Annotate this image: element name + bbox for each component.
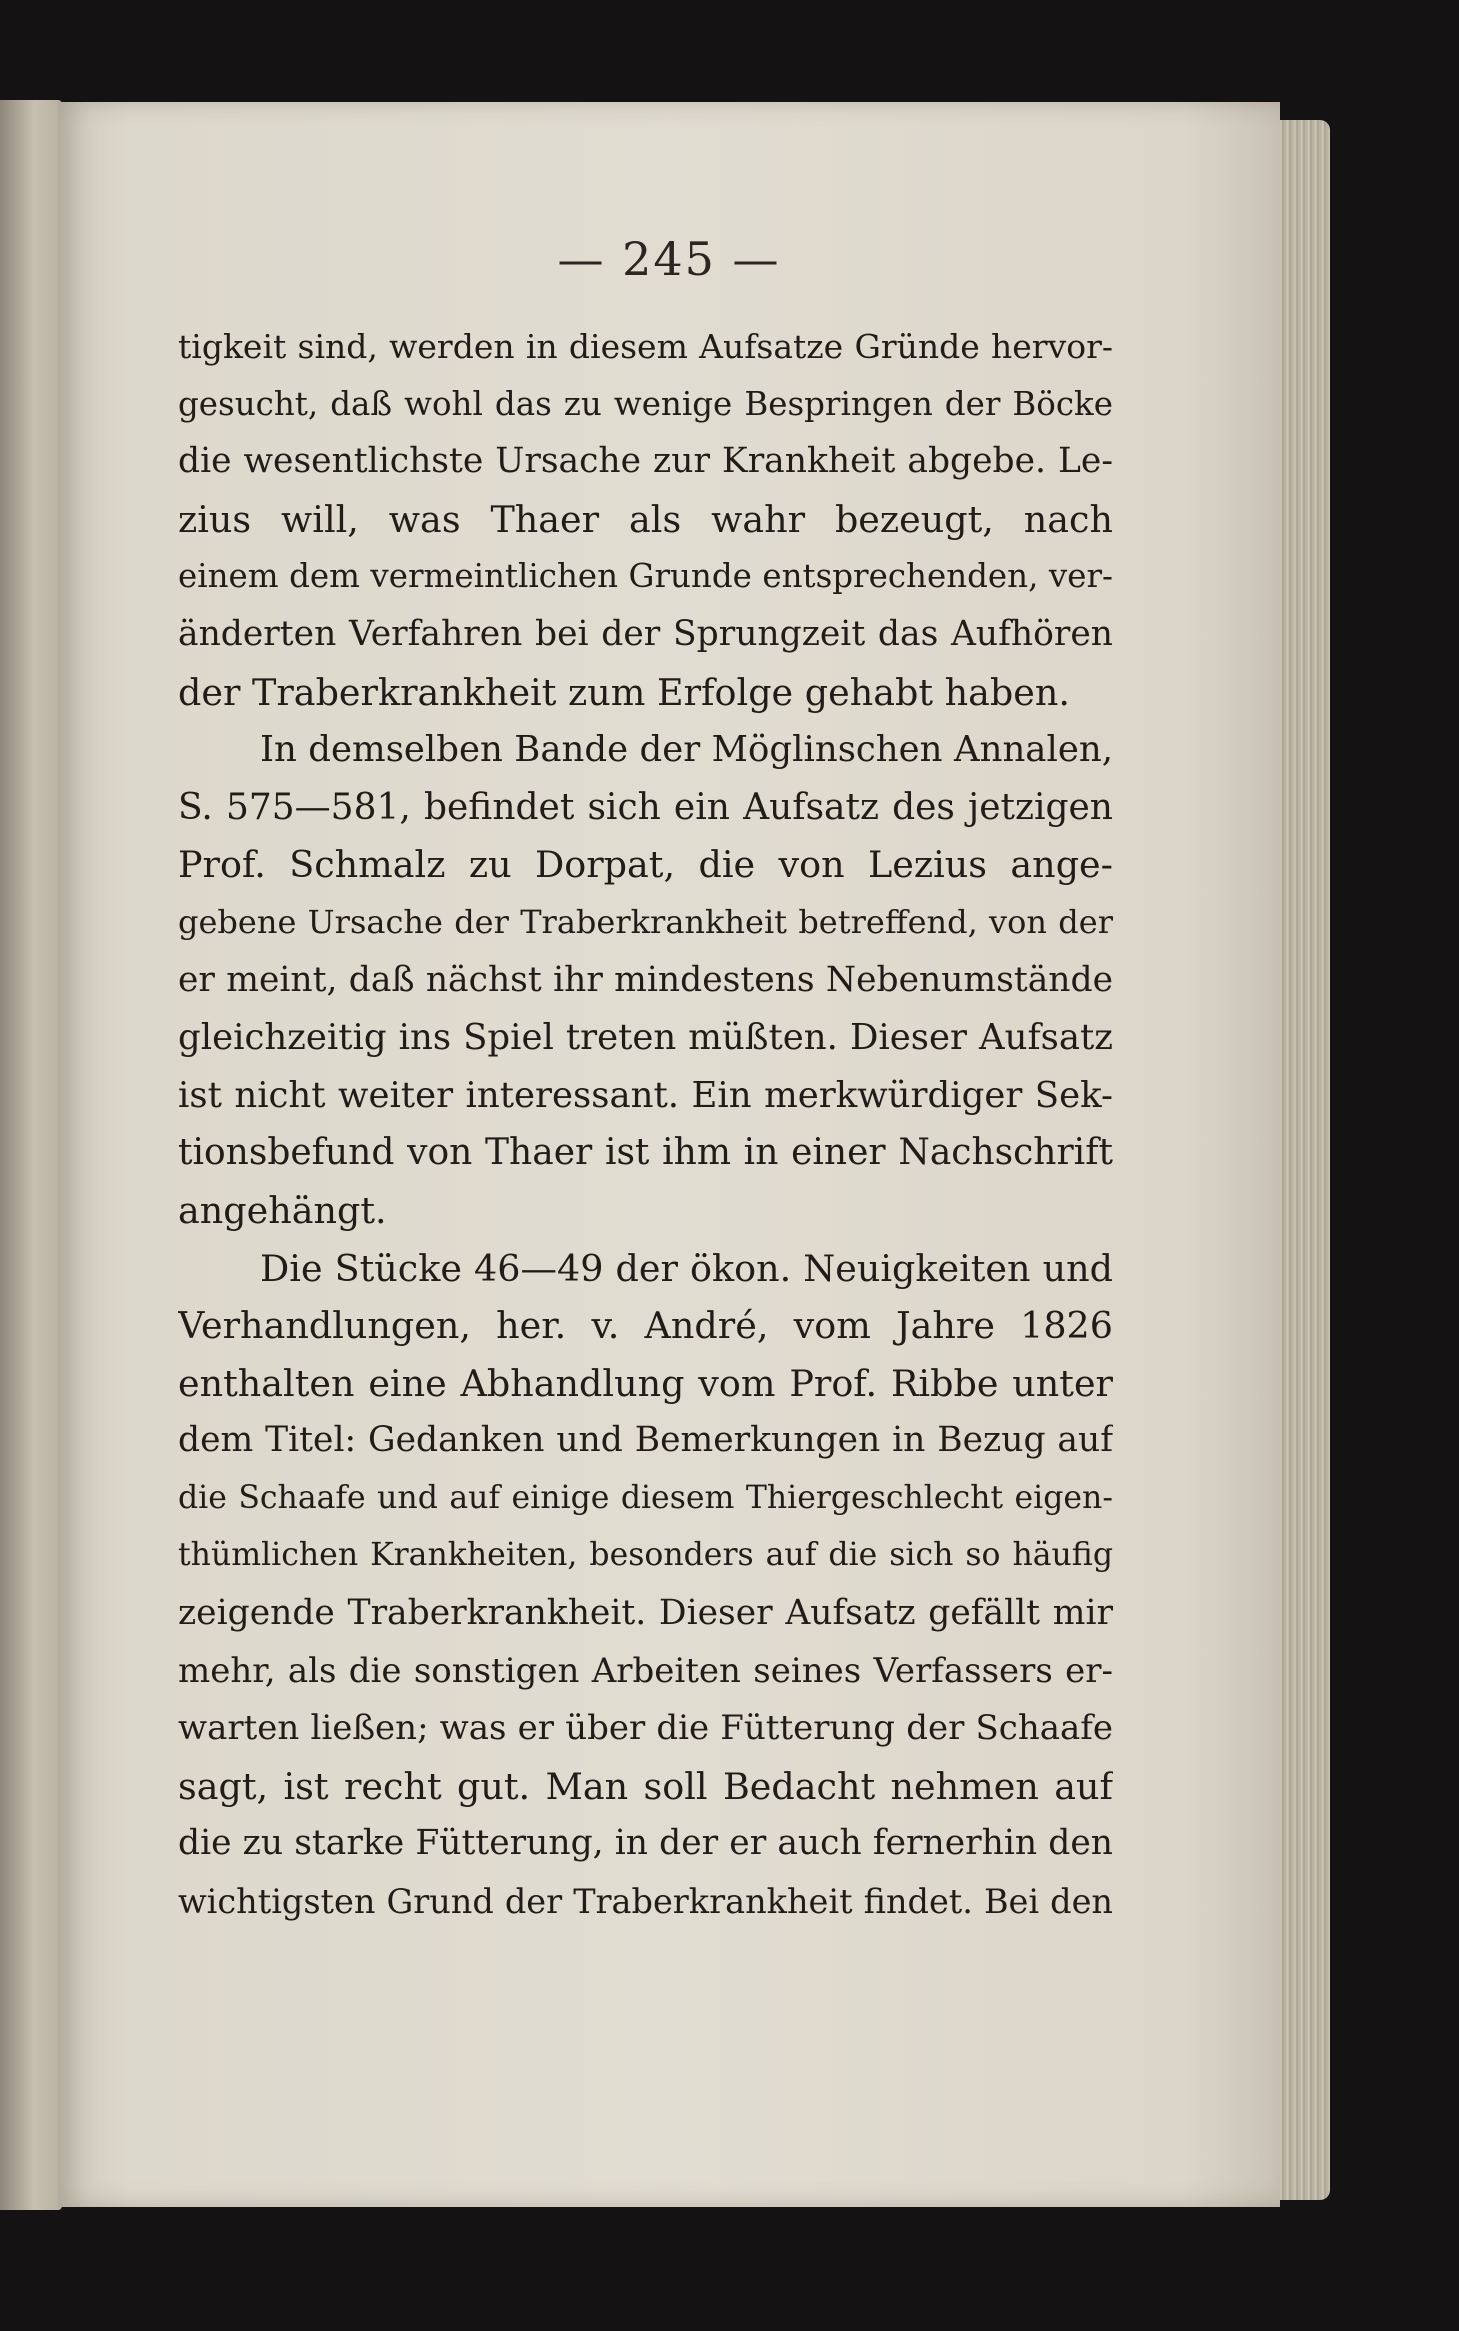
text-line: zeigende Traberkrankheit. Dieser Aufsatz gefällt mir	[178, 1593, 1113, 1634]
text-line: gesucht, daß wohl das zu wenige Bespringen der Böcke	[178, 384, 1113, 423]
text-line: S. 575—581, befindet sich ein Aufsatz des jetzigen	[178, 786, 1113, 828]
text-line: die wesentlichste Ursache zur Krankheit abgebe. Le-	[178, 441, 1113, 482]
text-line: wichtigsten Grund der Traberkrankheit findet. Bei den	[178, 1882, 1113, 1922]
text-line: dem Titel: Gedanken und Bemerkungen in Bezug auf	[178, 1420, 1113, 1461]
text-line: änderten Verfahren bei der Sprungzeit das Aufhören	[178, 613, 1113, 654]
text-line: In demselben Bande der Möglinschen Annalen,	[260, 729, 1113, 771]
text-line: angehängt.	[178, 1188, 387, 1232]
text-line: mehr, als die sonstigen Arbeiten seines Verfassers er-	[178, 1650, 1113, 1691]
text-line: er meint, daß nächst ihr mindestens Nebenumstände	[178, 959, 1113, 1000]
text-line: gebene Ursache der Traberkrankheit betreffend, von der	[178, 902, 1113, 941]
text-line: gleichzeitig ins Spiel treten müßten. Dieser Aufsatz	[178, 1017, 1113, 1059]
text-line: der Traberkrankheit zum Erfolge gehabt haben.	[178, 670, 1070, 714]
text-line: tigkeit sind, werden in diesem Aufsatze Gründe hervor-	[178, 327, 1113, 366]
text-line: sagt, ist recht gut. Man soll Bedacht nehmen auf	[178, 1764, 1113, 1808]
facing-page-edge	[0, 100, 62, 2210]
text-line: tionsbefund von Thaer ist ihm in einer Nachschrift	[178, 1132, 1113, 1174]
text-line: Verhandlungen, her. v. André, vom Jahre 1826	[178, 1304, 1113, 1348]
text-line: zius will, was Thaer als wahr bezeugt, nach	[178, 497, 1113, 541]
text-line: einem dem vermeintlichen Grunde entsprechenden, ver-	[178, 557, 1113, 596]
text-line: die zu starke Fütterung, in der er auch fernerhin den	[178, 1823, 1113, 1864]
page-number: — 245 —	[557, 232, 781, 286]
page-block-edges	[1278, 120, 1330, 2200]
text-line: warten ließen; was er über die Fütterung der Schaafe	[178, 1708, 1113, 1749]
text-line: enthalten eine Abhandlung vom Prof. Ribbe unter	[178, 1361, 1113, 1405]
text-line: ist nicht weiter interessant. Ein merkwürdiger Sek-	[178, 1074, 1113, 1116]
text-line: Die Stücke 46—49 der ökon. Neuigkeiten und	[260, 1246, 1113, 1290]
text-line: die Schaafe und auf einige diesem Thiergeschlecht eigen-	[178, 1479, 1113, 1516]
text-line: thümlichen Krankheiten, besonders auf die sich so häufig	[178, 1537, 1113, 1574]
text-line: Prof. Schmalz zu Dorpat, die von Lezius ange-	[178, 843, 1113, 887]
body-text	[178, 318, 1113, 1931]
